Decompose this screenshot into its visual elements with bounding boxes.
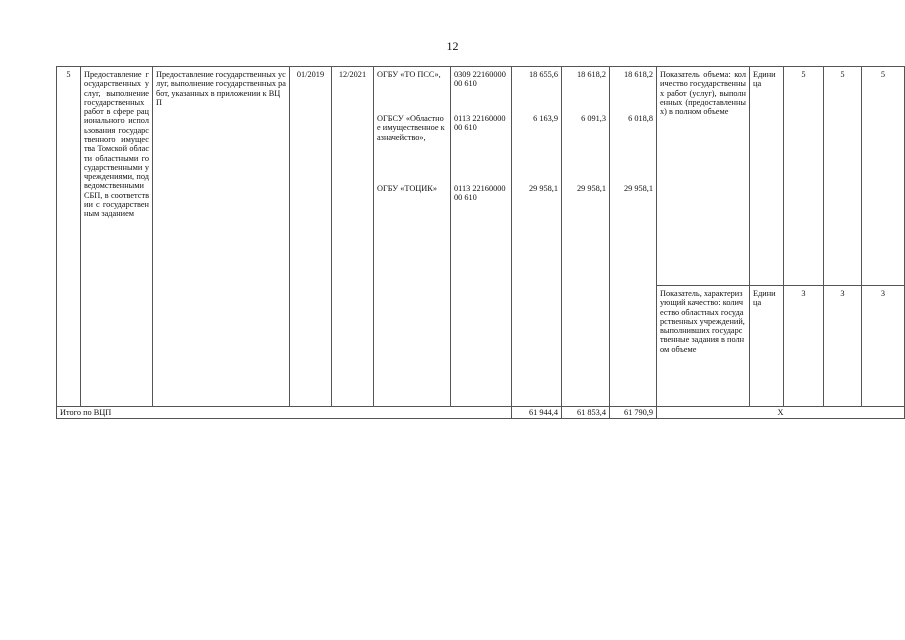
indicator-name: Показатель, характеризующий качество: количество областных государственных учреждений, выполнивших государственные задания в полном объеме: [657, 286, 750, 407]
finance-value: 18 655,6: [528, 70, 558, 79]
budget-code: 0309 2216000000 610: [454, 70, 506, 89]
indicator-value: 3: [824, 286, 862, 407]
program-table: [56, 66, 905, 419]
finance-value: 29 958,1: [528, 184, 558, 193]
executors-cell: [374, 67, 451, 407]
finance-year2-cell: [562, 67, 610, 407]
total-value: 61 853,4: [562, 407, 610, 419]
total-row: [57, 407, 905, 419]
indicator-value: 5: [784, 67, 824, 286]
budget-codes-cell: [451, 67, 512, 407]
finance-value: 6 163,9: [533, 114, 558, 123]
indicator-unit: Единица: [750, 286, 784, 407]
total-value: 61 790,9: [610, 407, 657, 419]
finance-value: 29 958,1: [576, 184, 606, 193]
start-date: 01/2019: [290, 67, 332, 407]
finance-year3-cell: [610, 67, 657, 407]
indicator-unit: Единица: [750, 67, 784, 286]
indicator-value: 3: [784, 286, 824, 407]
total-mark: Х: [657, 407, 905, 419]
indicator-name: Показатель объема: количество государственных работ (услуг), выполненных (предоставленных) в полном объеме: [657, 67, 750, 286]
indicator-value: 3: [862, 286, 905, 407]
indicator-value: 5: [824, 67, 862, 286]
total-value: 61 944,4: [512, 407, 562, 419]
finance-value: 18 618,2: [576, 70, 606, 79]
finance-value: 6 018,8: [628, 114, 653, 123]
finance-value: 18 618,2: [623, 70, 653, 79]
row-number: 5: [57, 67, 81, 407]
budget-code: 0113 2216000000 610: [454, 114, 506, 133]
finance-value: 6 091,3: [581, 114, 606, 123]
executor-name: ОГБУ «ТОЦИК»: [377, 184, 437, 193]
executor-name: ОГБУ «ТО ПСС»,: [377, 70, 441, 79]
page-number: 12: [446, 39, 459, 53]
table-row: [57, 67, 905, 286]
indicator-value: 5: [862, 67, 905, 286]
budget-code: 0113 2216000000 610: [454, 184, 506, 203]
event-name: Предоставление государственных услуг, выполнение государственных работ в сфере рационального использования государственного имущества Томской области областными государственными учреждениями, подведомственными СБП, в соответствии с государственным заданием: [81, 67, 153, 407]
finance-value: 29 958,1: [623, 184, 653, 193]
end-date: 12/2021: [332, 67, 374, 407]
event-description: Предоставление государственных услуг, выполнение государственных работ, указанных в приложении к ВЦП: [153, 67, 290, 407]
finance-year1-cell: [512, 67, 562, 407]
executor-name: ОГБСУ «Областное имущественное казначейство»,: [377, 114, 445, 142]
total-label: Итого по ВЦП: [57, 407, 512, 419]
